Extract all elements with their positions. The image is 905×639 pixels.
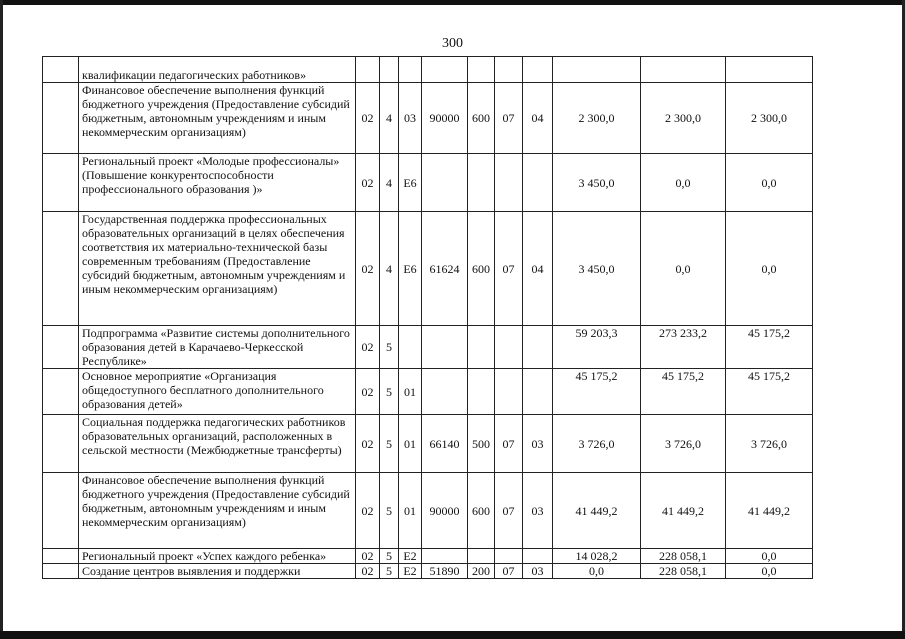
code-cell: 02 — [356, 212, 380, 326]
code-cell: 51890 — [422, 564, 468, 579]
row-index-cell — [43, 415, 79, 473]
amount-cell: 0,0 — [726, 154, 813, 212]
code-cell — [468, 549, 495, 564]
item-name: Создание центров выявления и поддержки — [79, 564, 356, 579]
code-cell: 07 — [495, 473, 523, 549]
amount-cell: 45 175,2 — [553, 369, 641, 415]
scan-border-left — [0, 0, 3, 639]
item-name: Финансовое обеспечение выполнения функций бюджетного учреждения (Предоставление субсидий бюджетным, автономным учреждениям и иным некоммерческим организациям) — [79, 473, 356, 549]
code-cell: 02 — [356, 473, 380, 549]
code-cell: 90000 — [422, 473, 468, 549]
table-row — [43, 57, 813, 83]
code-cell: 07 — [495, 564, 523, 579]
code-cell: 03 — [523, 564, 553, 579]
code-cell: 500 — [468, 415, 495, 473]
code-cell — [495, 549, 523, 564]
amount-cell: 41 449,2 — [641, 473, 726, 549]
code-cell: 01 — [399, 473, 422, 549]
amount-cell: 228 058,1 — [641, 564, 726, 579]
row-index-cell — [43, 549, 79, 564]
amount-cell: 45 175,2 — [726, 369, 813, 415]
code-cell: Е6 — [399, 154, 422, 212]
table-row — [43, 212, 813, 326]
amount-cell: 0,0 — [726, 549, 813, 564]
code-cell — [523, 154, 553, 212]
amount-cell — [641, 57, 726, 83]
code-cell: 02 — [356, 415, 380, 473]
amount-cell: 0,0 — [726, 564, 813, 579]
code-cell: 02 — [356, 326, 380, 369]
row-index-cell — [43, 369, 79, 415]
code-cell: 5 — [380, 326, 399, 369]
code-cell: 4 — [380, 212, 399, 326]
code-cell: 07 — [495, 212, 523, 326]
row-index-cell — [43, 473, 79, 549]
table-row — [43, 369, 813, 415]
code-cell: 03 — [523, 415, 553, 473]
code-cell — [468, 369, 495, 415]
code-cell: 02 — [356, 564, 380, 579]
code-cell: 5 — [380, 564, 399, 579]
code-cell: 66140 — [422, 415, 468, 473]
code-cell — [399, 326, 422, 369]
code-cell — [356, 57, 380, 83]
code-cell — [523, 549, 553, 564]
item-name: Государственная поддержка профессиональных образовательных организаций в целях обеспечения соответствия их материально-технической базы современным требованиям (Предоставление субсидий бюджетным, автономным учреждениям и иным некоммерческим организациям) — [79, 212, 356, 326]
amount-cell: 0,0 — [641, 154, 726, 212]
item-name: Основное мероприятие «Организация общедоступного бесплатного дополнительного образования детей» — [79, 369, 356, 415]
amount-cell: 273 233,2 — [641, 326, 726, 369]
code-cell: Е6 — [399, 212, 422, 326]
code-cell: Е2 — [399, 549, 422, 564]
table-row — [43, 564, 813, 579]
code-cell: 07 — [495, 415, 523, 473]
code-cell — [495, 369, 523, 415]
row-index-cell — [43, 154, 79, 212]
amount-cell: 2 300,0 — [641, 83, 726, 154]
code-cell: 5 — [380, 473, 399, 549]
table-row — [43, 83, 813, 154]
code-cell: 600 — [468, 83, 495, 154]
item-name: квалификации педагогических работников» — [79, 57, 356, 83]
code-cell: 02 — [356, 369, 380, 415]
code-cell — [422, 154, 468, 212]
amount-cell: 2 300,0 — [553, 83, 641, 154]
scan-border-bottom — [0, 631, 905, 639]
item-name: Подпрограмма «Развитие системы дополнительного образования детей в Карачаево-Черкесской Республике» — [79, 326, 356, 369]
amount-cell: 41 449,2 — [553, 473, 641, 549]
row-index-cell — [43, 564, 79, 579]
code-cell — [468, 57, 495, 83]
table-row — [43, 473, 813, 549]
code-cell: 4 — [380, 83, 399, 154]
amount-cell: 45 175,2 — [726, 326, 813, 369]
amount-cell: 45 175,2 — [641, 369, 726, 415]
table-row — [43, 415, 813, 473]
code-cell: 5 — [380, 549, 399, 564]
code-cell: 03 — [399, 83, 422, 154]
code-cell — [380, 57, 399, 83]
amount-cell: 41 449,2 — [726, 473, 813, 549]
item-name: Финансовое обеспечение выполнения функций бюджетного учреждения (Предоставление субсидий бюджетным, автономным учреждениям и иным некоммерческим организациям) — [79, 83, 356, 154]
budget-table — [42, 56, 813, 579]
amount-cell: 3 450,0 — [553, 212, 641, 326]
code-cell: 5 — [380, 415, 399, 473]
code-cell: 01 — [399, 369, 422, 415]
amount-cell: 14 028,2 — [553, 549, 641, 564]
row-index-cell — [43, 212, 79, 326]
code-cell: 02 — [356, 549, 380, 564]
code-cell: 61624 — [422, 212, 468, 326]
code-cell: 5 — [380, 369, 399, 415]
code-cell: 90000 — [422, 83, 468, 154]
code-cell: 4 — [380, 154, 399, 212]
code-cell — [495, 326, 523, 369]
code-cell: 04 — [523, 212, 553, 326]
code-cell: 04 — [523, 83, 553, 154]
amount-cell: 0,0 — [726, 212, 813, 326]
amount-cell: 3 726,0 — [553, 415, 641, 473]
item-name: Региональный проект «Успех каждого ребенка» — [79, 549, 356, 564]
code-cell: 600 — [468, 212, 495, 326]
code-cell: 03 — [523, 473, 553, 549]
code-cell — [468, 326, 495, 369]
code-cell — [422, 369, 468, 415]
amount-cell: 2 300,0 — [726, 83, 813, 154]
amount-cell: 228 058,1 — [641, 549, 726, 564]
amount-cell — [553, 57, 641, 83]
amount-cell — [726, 57, 813, 83]
code-cell — [468, 154, 495, 212]
scan-border-top — [0, 0, 905, 5]
page-number: 300 — [442, 36, 463, 51]
row-index-cell — [43, 83, 79, 154]
code-cell — [422, 326, 468, 369]
code-cell: Е2 — [399, 564, 422, 579]
amount-cell: 59 203,3 — [553, 326, 641, 369]
code-cell — [495, 57, 523, 83]
row-index-cell — [43, 326, 79, 369]
table-row — [43, 549, 813, 564]
table-row — [43, 154, 813, 212]
code-cell: 600 — [468, 473, 495, 549]
code-cell: 200 — [468, 564, 495, 579]
amount-cell: 3 450,0 — [553, 154, 641, 212]
code-cell: 02 — [356, 83, 380, 154]
amount-cell: 3 726,0 — [726, 415, 813, 473]
item-name: Социальная поддержка педагогических работников образовательных организаций, расположенных в сельской местности (Межбюджетные трансферты) — [79, 415, 356, 473]
code-cell — [399, 57, 422, 83]
row-index-cell — [43, 57, 79, 83]
code-cell: 07 — [495, 83, 523, 154]
code-cell — [495, 154, 523, 212]
code-cell — [523, 369, 553, 415]
code-cell — [422, 57, 468, 83]
code-cell — [523, 57, 553, 83]
code-cell — [523, 326, 553, 369]
code-cell: 01 — [399, 415, 422, 473]
table-row — [43, 326, 813, 369]
amount-cell: 3 726,0 — [641, 415, 726, 473]
amount-cell: 0,0 — [553, 564, 641, 579]
amount-cell: 0,0 — [641, 212, 726, 326]
code-cell — [422, 549, 468, 564]
code-cell: 02 — [356, 154, 380, 212]
item-name: Региональный проект «Молодые профессионалы» (Повышение конкурентоспособности профессионального образования )» — [79, 154, 356, 212]
